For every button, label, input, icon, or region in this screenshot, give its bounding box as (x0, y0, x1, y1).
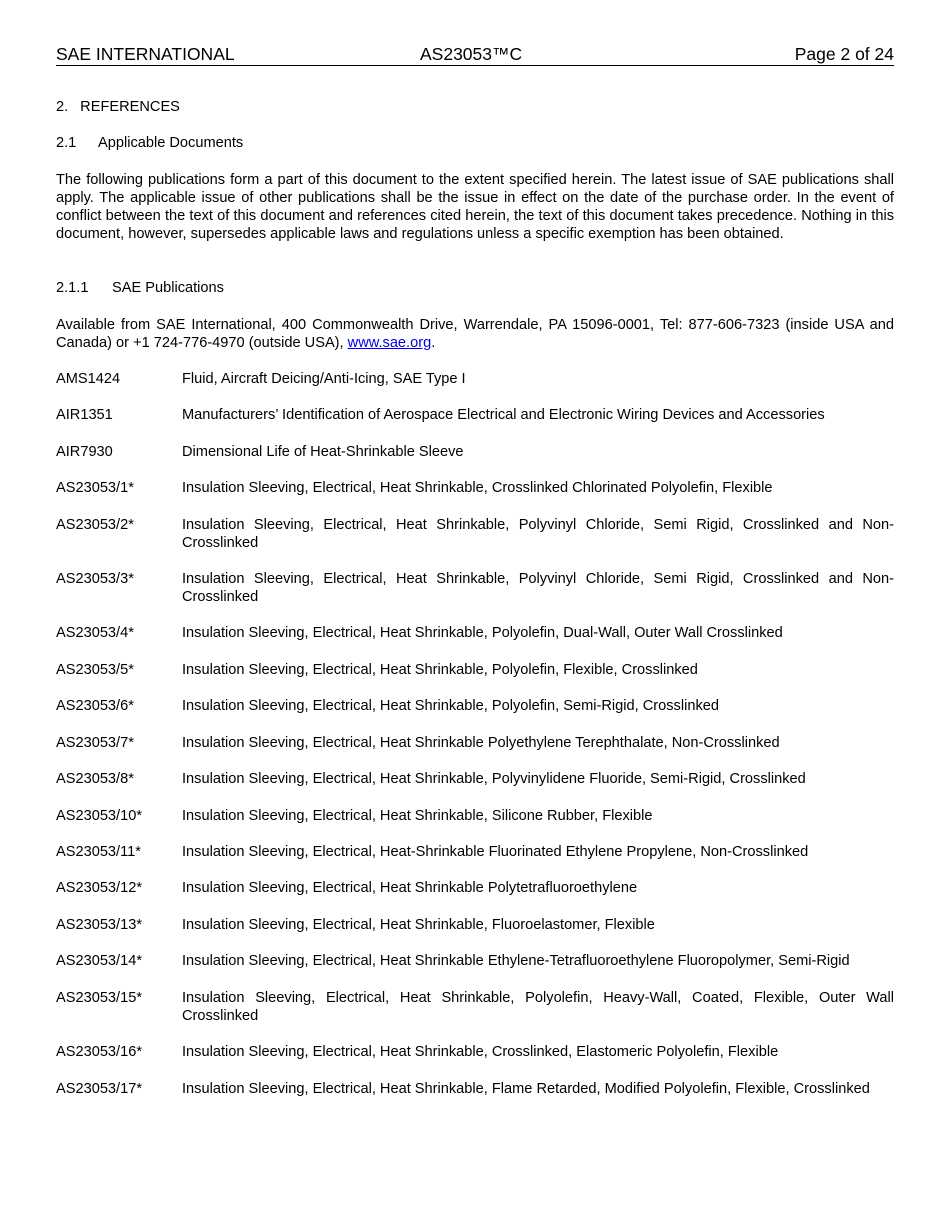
header-page-number: Page 2 of 24 (794, 44, 894, 64)
reference-title: Dimensional Life of Heat-Shrinkable Sleeve (182, 444, 464, 460)
subsection-heading (56, 134, 894, 152)
reference-title: Insulation Sleeving, Electrical, Heat Shrinkable, Flame Retarded, Modified Polyolefin, Flexible, Crosslinked (182, 1081, 870, 1097)
header-document-number: AS23053™C (420, 44, 523, 64)
section-heading (56, 98, 894, 116)
reference-code: AS23053/16* (56, 1044, 143, 1060)
subsection-title: Applicable Documents (98, 135, 244, 151)
sae-website-link[interactable]: www.sae.org (347, 335, 432, 351)
reference-code: AS23053/6* (56, 698, 134, 714)
page-header (56, 44, 894, 66)
header-organization: SAE INTERNATIONAL (56, 44, 235, 64)
reference-title: Insulation Sleeving, Electrical, Heat Shrinkable, Polyolefin, Semi-Rigid, Crosslinked (182, 698, 719, 714)
reference-title: Insulation Sleeving, Electrical, Heat Shrinkable, Polyvinyl Chloride, Semi Rigid, Crosslinked and Non-Crosslinked (182, 571, 894, 605)
reference-title: Fluid, Aircraft Deicing/Anti-Icing, SAE Type I (182, 371, 466, 387)
reference-title: Insulation Sleeving, Electrical, Heat Shrinkable Polyethylene Terephthalate, Non-Crosslinked (182, 735, 780, 751)
reference-title: Insulation Sleeving, Electrical, Heat Shrinkable, Fluoroelastomer, Flexible (182, 917, 655, 933)
reference-title: Manufacturers’ Identification of Aerospace Electrical and Electronic Wiring Devices and Accessories (182, 407, 825, 423)
reference-code: AIR7930 (56, 444, 113, 460)
availability-period: . (431, 335, 436, 351)
reference-title: Insulation Sleeving, Electrical, Heat Shrinkable, Polyolefin, Flexible, Crosslinked (182, 662, 698, 678)
reference-code: AMS1424 (56, 371, 121, 387)
reference-title: Insulation Sleeving, Electrical, Heat Shrinkable, Polyvinyl Chloride, Semi Rigid, Crosslinked and Non-Crosslinked (182, 517, 894, 551)
reference-title: Insulation Sleeving, Electrical, Heat Shrinkable, Polyolefin, Dual-Wall, Outer Wall Crosslinked (182, 625, 783, 641)
reference-code: AS23053/11* (56, 844, 141, 860)
reference-code: AS23053/17* (56, 1081, 143, 1097)
reference-code: AS23053/10* (56, 808, 143, 824)
reference-title: Insulation Sleeving, Electrical, Heat Shrinkable Polytetrafluoroethylene (182, 880, 638, 896)
section-number: 2. (56, 99, 69, 115)
reference-code: AS23053/3* (56, 571, 134, 587)
availability-paragraph (56, 316, 894, 352)
section-title: REFERENCES (80, 99, 180, 115)
reference-title: Insulation Sleeving, Electrical, Heat Shrinkable Ethylene-Tetrafluoroethylene Fluoropolymer, Semi-Rigid (182, 953, 850, 969)
applicable-documents-paragraph: The following publications form a part of this document to the extent specified herein. The latest issue of SAE publications shall apply. The applicable issue of other publications shall be the issue in effect on the date of the purchase order. In the event of conflict between the text of this document and references cited herein, the text of this document takes precedence. Nothing in this document, however, supersedes applicable laws and regulations unless a specific exemption has been obtained. (56, 172, 894, 242)
reference-code: AIR1351 (56, 407, 113, 423)
reference-code: AS23053/1* (56, 480, 134, 496)
availability-text: Available from SAE International, 400 Commonwealth Drive, Warrendale, PA 15096-0001, Tel: 877-606-7323 (inside USA and Canada) or +1 724-776-4970 (outside USA), (56, 317, 894, 351)
reference-code: AS23053/14* (56, 953, 143, 969)
subsubsection-title: SAE Publications (112, 280, 224, 296)
reference-code: AS23053/4* (56, 625, 134, 641)
reference-code: AS23053/13* (56, 917, 143, 933)
subsubsection-heading (56, 279, 894, 297)
reference-code: AS23053/8* (56, 771, 134, 787)
reference-title: Insulation Sleeving, Electrical, Heat Shrinkable, Crosslinked, Elastomeric Polyolefin, Flexible (182, 1044, 779, 1060)
reference-title: Insulation Sleeving, Electrical, Heat Shrinkable, Polyvinylidene Fluoride, Semi-Rigid, Crosslinked (182, 771, 806, 787)
subsubsection-number: 2.1.1 (56, 280, 89, 296)
reference-code: AS23053/15* (56, 990, 143, 1006)
reference-title: Insulation Sleeving, Electrical, Heat Shrinkable, Silicone Rubber, Flexible (182, 808, 653, 824)
subsection-number: 2.1 (56, 135, 77, 151)
reference-code: AS23053/5* (56, 662, 134, 678)
reference-code: AS23053/2* (56, 517, 134, 533)
reference-title: Insulation Sleeving, Electrical, Heat Shrinkable, Crosslinked Chlorinated Polyolefin, Flexible (182, 480, 773, 496)
reference-title: Insulation Sleeving, Electrical, Heat Shrinkable, Polyolefin, Heavy-Wall, Coated, Flexible, Outer Wall Crosslinked (182, 990, 894, 1024)
reference-title: Insulation Sleeving, Electrical, Heat-Shrinkable Fluorinated Ethylene Propylene, Non-Crosslinked (182, 844, 809, 860)
reference-code: AS23053/7* (56, 735, 134, 751)
reference-code: AS23053/12* (56, 880, 143, 896)
